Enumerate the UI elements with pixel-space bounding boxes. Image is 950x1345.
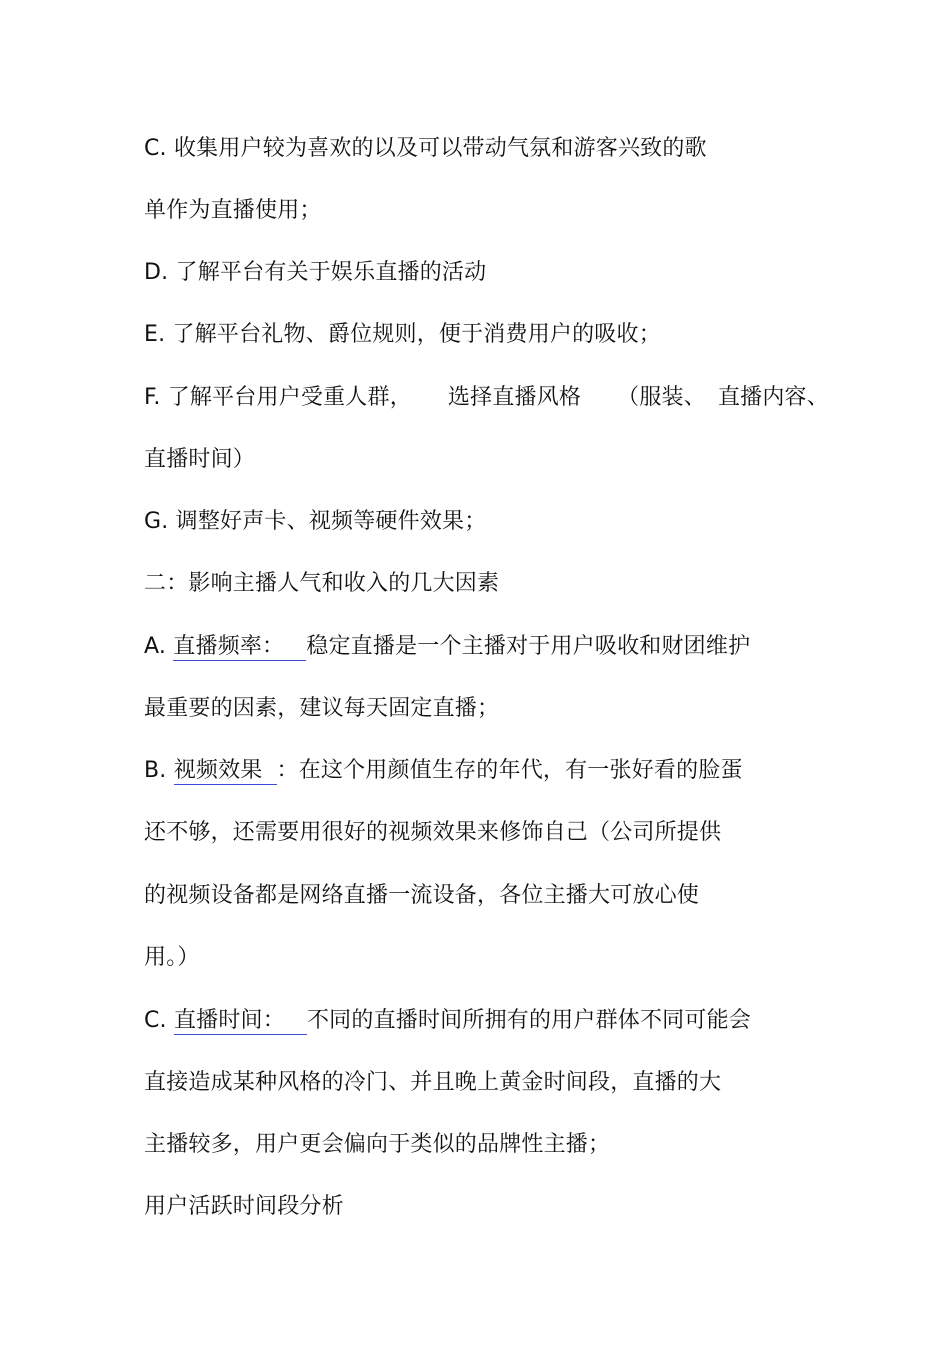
paragraph-line [144,632,750,662]
section-heading: 二：影响主播人气和收入的几大因素 [144,571,500,596]
paragraph-line: 单作为直播使用； [144,198,322,223]
paragraph-line [144,383,829,413]
line-segment: （服装、 [617,385,706,410]
line-segment: 不同的直播时间所拥有的用户群体不同可能会 [306,1008,751,1033]
line-segment: 稳定直播是一个主播对于用户吸收和财团维护 [306,634,751,659]
line-segment: F. 了解平台用户受重人群， [144,385,412,410]
paragraph-line: 直接造成某种风格的冷门、并且晚上黄金时间段，直播的大 [144,1070,722,1095]
paragraph-line: G. 调整好声卡、视频等硬件效果； [144,509,487,534]
list-marker: A. [144,634,174,659]
paragraph-line: 主播较多，用户更会偏向于类似的品牌性主播； [144,1132,611,1157]
paragraph-line: 的视频设备都是网络直播一流设备，各位主播大可放心使 [144,883,700,908]
broadcast-time-link[interactable]: 直播时间： [174,1009,307,1035]
video-effect-link[interactable]: 视频效果 [174,759,277,785]
paragraph-line: 直播时间） [144,447,256,472]
list-marker: C. [144,1008,174,1033]
list-marker: B. [144,758,174,783]
paragraph-line: 用。） [144,945,200,970]
paragraph-line: 最重要的因素，建议每天固定直播； [144,696,500,721]
paragraph-line: D. 了解平台有关于娱乐直播的活动 [144,260,487,285]
direct-broadcast-frequency-link[interactable]: 直播频率： [173,635,306,661]
line-segment: 直播内容、 [717,385,829,410]
paragraph-line: 用户活跃时间段分析 [144,1194,344,1219]
paragraph-line: C. 收集用户较为喜欢的以及可以带动气氛和游客兴致的歌 [144,136,707,161]
line-segment: ：在这个用颜值生存的年代，有一张好看的脸蛋 [276,758,743,783]
line-segment: 选择直播风格 [447,385,582,410]
paragraph-line [144,756,743,786]
paragraph-line: 还不够，还需要用很好的视频效果来修饰自己（公司所提供 [144,820,722,845]
paragraph-line [144,1006,751,1036]
paragraph-line: E. 了解平台礼物、爵位规则，便于消费用户的吸收； [144,322,661,347]
